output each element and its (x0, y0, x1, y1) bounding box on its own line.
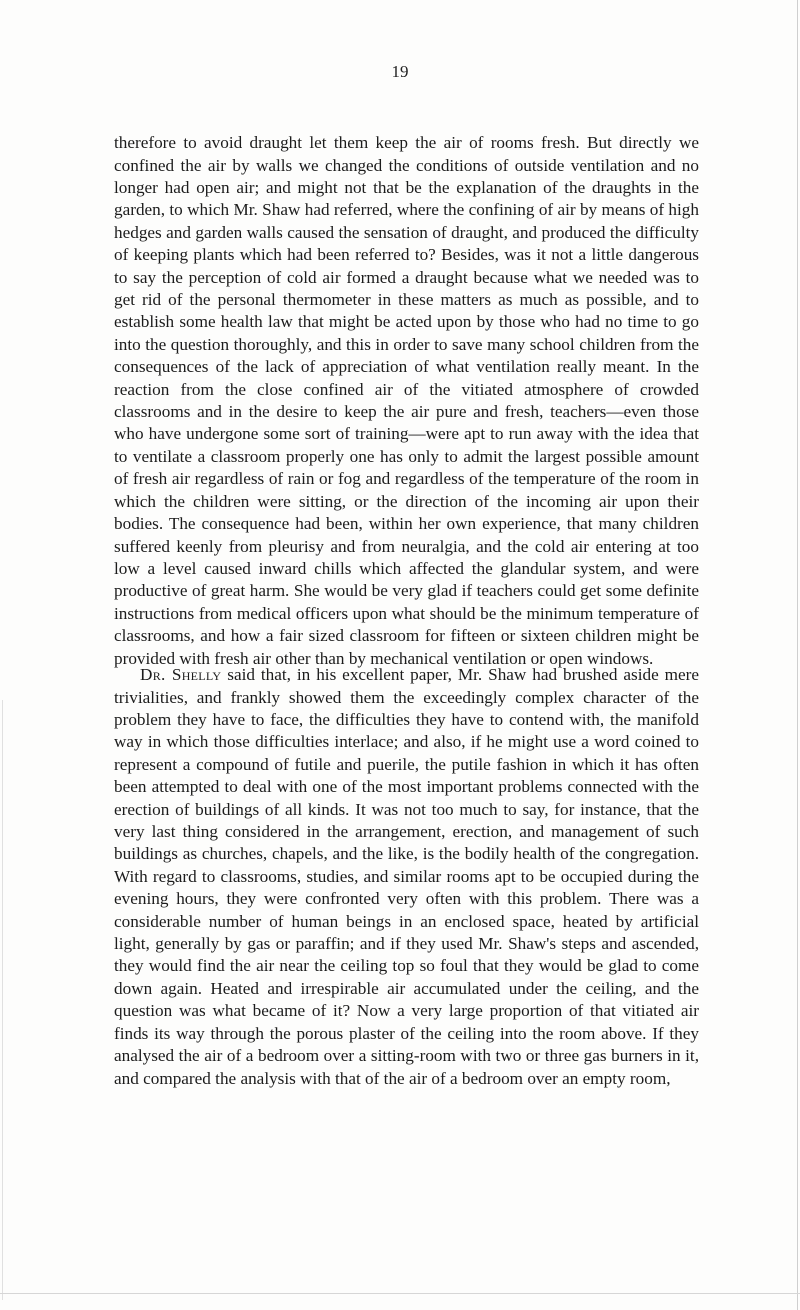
page-edge-right (797, 0, 798, 1310)
body-paragraph-speaker (114, 664, 699, 1090)
body-paragraph: therefore to avoid draught let them keep the air of rooms fresh. But directly we confined the air by walls we changed the conditions of outside ventilation and no longer had open air; and might not that be the explanation of the draughts in the garden, to which Mr. Shaw had referred, where the confining of air by means of high hedges and garden walls caused the sensation of draught, and produced the difficulty of keeping plants which had been referred to? Besides, was it not a little dangerous to say the perception of cold air formed a draught because what we needed was to get rid of the personal thermometer in these matters as much as possible, and to establish some health law that might be acted upon by those who had no time to go into the question thoroughly, and this in order to save many school children from the consequences of the lack of appreciation of what ventilation really meant. In the reaction from the close confined air of the vitiated atmosphere of crowded classrooms and in the desire to keep the air pure and fresh, teachers—even those who have undergone some sort of training—were apt to run away with the idea that to ventilate a classroom properly one has only to admit the largest possible amount of fresh air regardless of rain or fog and regardless of the temperature of the room in which the children were sitting, or the direction of the incoming air upon their bodies. The consequence had been, within her own experience, that many children suffered keenly from pleurisy and from neuralgia, and the cold air entering at too low a level caused inward chills which affected the glandular system, and were productive of great harm. She would be very glad if teachers could get some definite instructions from medical officers upon what should be the minimum temperature of classrooms, and how a fair sized classroom for fifteen or sixteen children might be provided with fresh air other than by mechanical ventilation or open windows. (114, 133, 699, 668)
page-edge-left (2, 700, 3, 1300)
page-edge-bottom (0, 1293, 800, 1294)
speaker-name: Dr. Shelly (140, 665, 222, 685)
speaker-remarks: said that, in his excellent paper, Mr. Shaw had brushed aside mere trivialities, and frankly showed them the exceedingly complex character of the problem they have to face, the difficulties they have to contend with, the manifold way in which those difficulties interlace; and also, if he might use a word coined to represent a compound of futile and puerile, the putile fashion in which it has often been attempted to deal with one of the most important problems connected with the erection of buildings of all kinds. It was not too much to say, for instance, that the very last thing considered in the arrangement, erection, and management of such buildings as churches, chapels, and the like, is the bodily health of the congregation. With regard to classrooms, studies, and similar rooms apt to be occupied during the evening hours, they were confronted very often with this problem. There was a considerable number of human beings in an enclosed space, heated by artificial light, generally by gas or paraffin; and if they used Mr. Shaw's steps and ascended, they would find the air near the ceiling top so foul that they would be glad to come down again. Heated and irrespirable air accumulated under the ceiling, and the question was what became of it? Now a very large proportion of that vitiated air finds its way through the porous plaster of the ceiling into the room above. If they analysed the air of a bedroom over a sitting-room with two or three gas burners in it, and compared the analysis with that of the air of a bedroom over an empty room, (114, 665, 699, 1088)
page-number: 19 (391, 62, 409, 81)
